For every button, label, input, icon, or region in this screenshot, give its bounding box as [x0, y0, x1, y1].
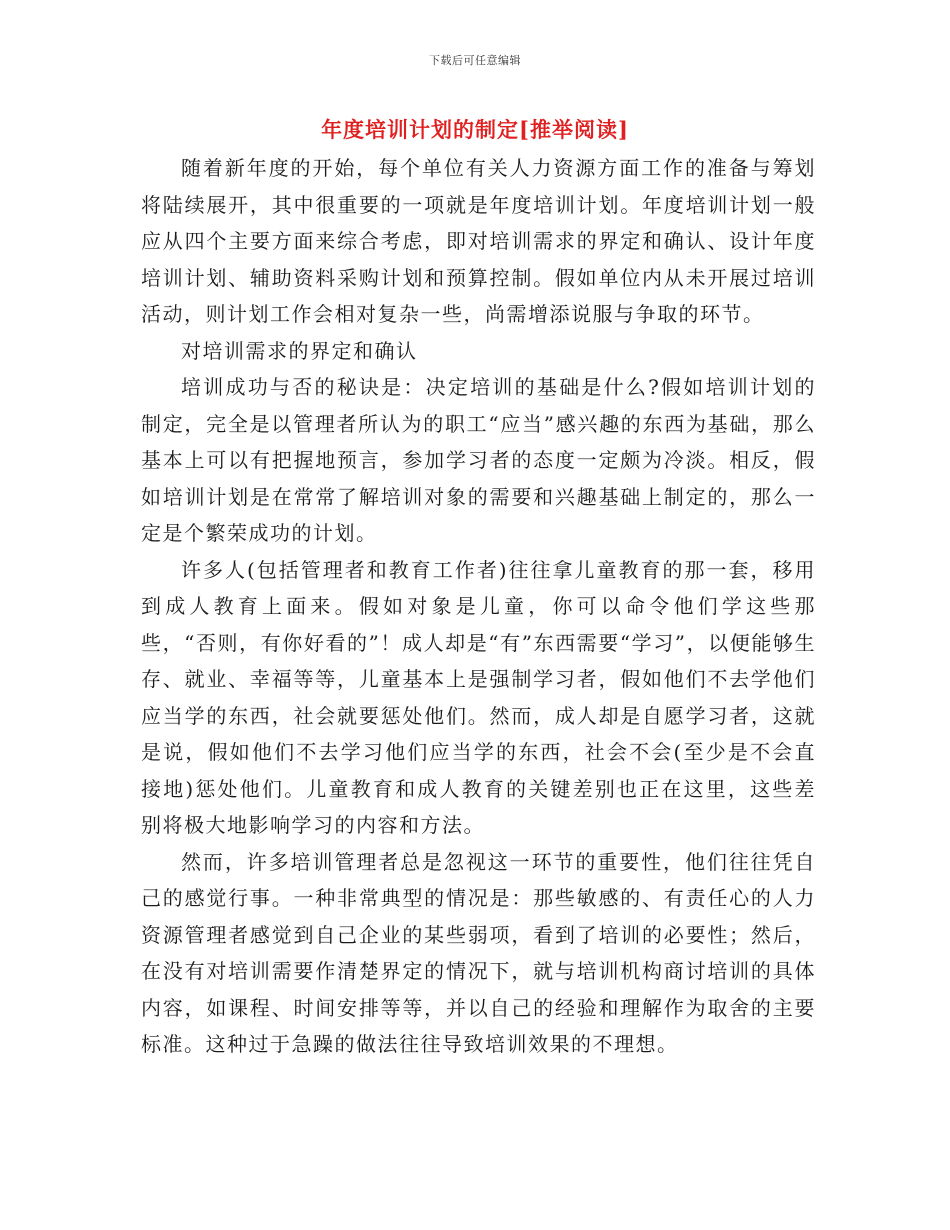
page-title: 年度培训计划的制定[推举阅读] [321, 117, 629, 142]
document-body [141, 150, 816, 1063]
paragraph: 许多人(包括管理者和教育工作者)往往拿儿童教育的那一套，移用到成人教育上面来。假如对象是儿童，你可以命令他们学这些那些，“否则，有你好看的”！成人却是“有”东西需要“学习”，以便能够生存、就业、幸福等等，儿童基本上是强制学习者，假如他们不去学他们应当学的东西，社会就要惩处他们。然而，成人却是自愿学习者，这就是说，假如他们不去学习他们应当学的东西，社会不会(至少是不会直接地)惩处他们。儿童教育和成人教育的关键差别也正在这里，这些差别将极大地影响学习的内容和方法。 [141, 557, 816, 837]
header-note: 下载后可任意编辑 [429, 54, 521, 67]
paragraph-intro: 随着新年度的开始，每个单位有关人力资源方面工作的准备与筹划将陆续展开，其中很重要的一项就是年度培训计划。年度培训计划一般应从四个主要方面来综合考虑，即对培训需求的界定和确认、设计年度培训计划、辅助资料采购计划和预算控制。假如单位内从未开展过培训活动，则计划工作会相对复杂一些，尚需增添说服与争取的环节。 [141, 156, 816, 326]
paragraph: 然而，许多培训管理者总是忽视这一环节的重要性，他们往往凭自己的感觉行事。一种非常典型的情况是：那些敏感的、有责任心的人力资源管理者感觉到自己企业的某些弱项，看到了培训的必要性；然后，在没有对培训需要作清楚界定的情况下，就与培训机构商讨培训的具体内容，如课程、时间安排等等，并以自己的经验和理解作为取舍的主要标准。这种过于急躁的做法往往导致培训效果的不理想。 [141, 849, 816, 1056]
paragraph: 培训成功与否的秘诀是：决定培训的基础是什么?假如培训计划的制定，完全是以管理者所认为的职工“应当”感兴趣的东西为基础，那么基本上可以有把握地预言，参加学习者的态度一定颇为冷淡。相反，假如培训计划是在常常了解培训对象的需要和兴趣基础上制定的，那么一定是个繁荣成功的计划。 [141, 375, 816, 545]
section-heading: 对培训需求的界定和确认 [181, 338, 418, 363]
